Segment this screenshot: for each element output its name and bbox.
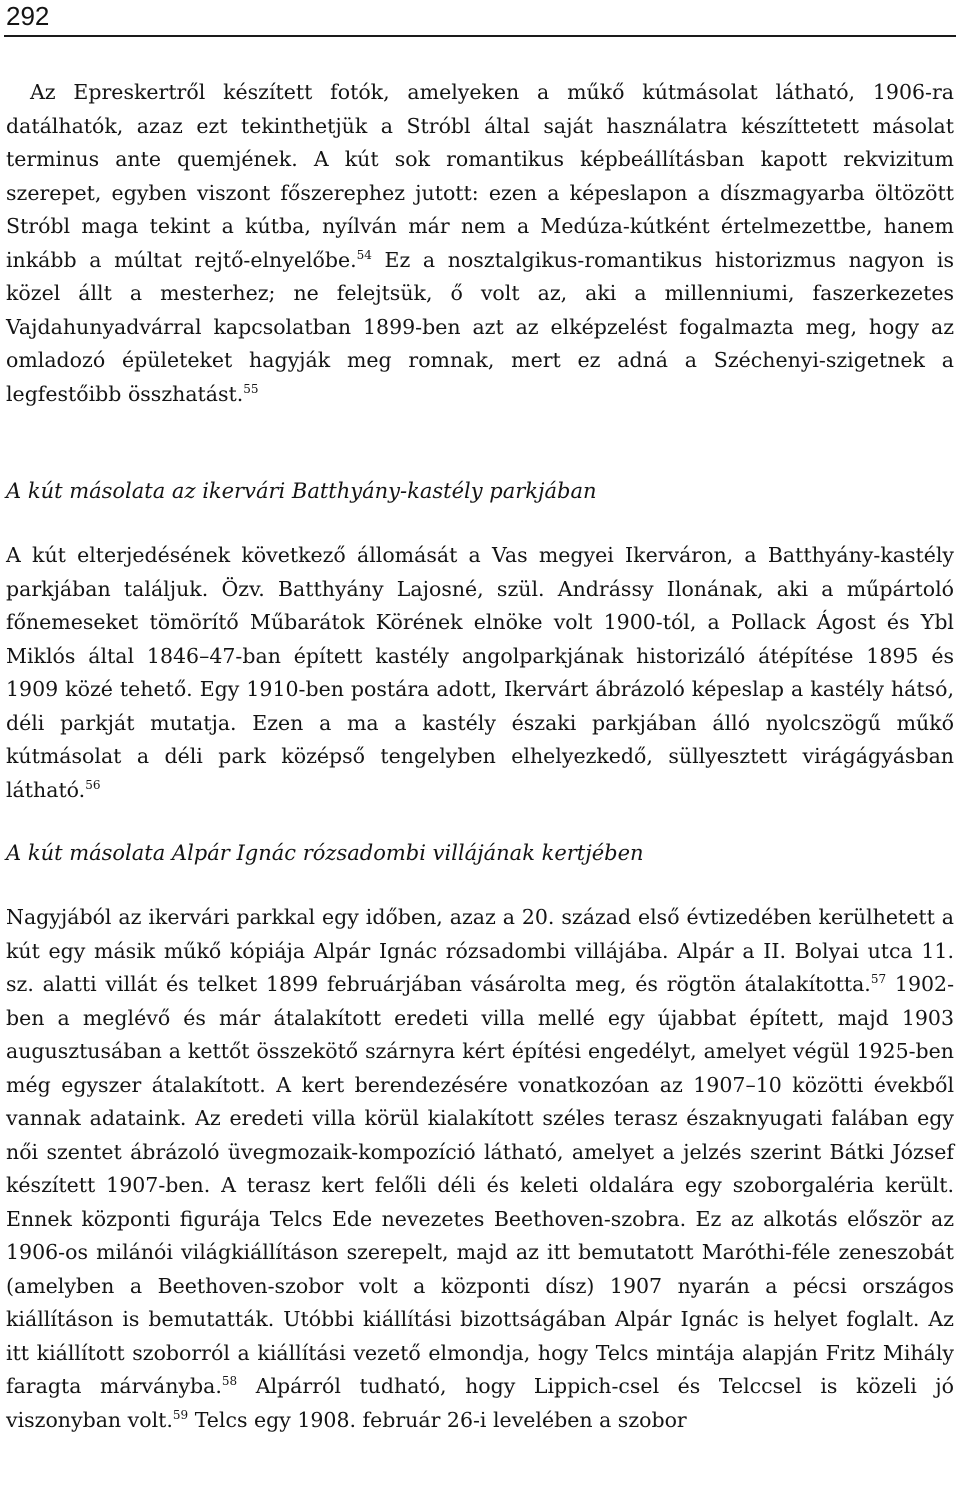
footnote-ref-58[interactable]: 58: [221, 1374, 238, 1389]
paragraph-ikervar: [6, 539, 954, 807]
section-heading-ikervar: A kút másolata az ikervári Batthyány-kastély parkjában: [6, 479, 597, 503]
paragraph-epreskert: [6, 76, 954, 411]
text-segment: Az Epreskertről készített fotók, amelyeken a műkő kútmásolat látható, 1906-ra datálhatók, azaz ezt tekinthetjük a Stróbl által saját használatra készíttetett másolat terminus ante quemjének. A kút sok romantikus képbeállításban kapott rekvizitum szerepet, egyben viszont főszerephez jutott: ezen a képeslapon a díszmagyarba öltözött Stróbl maga tekint a kútba, nyílván már nem a Medúza-kútként értelmezettbe, hanem inkább a múltat rejtő-elnyelőbe.: [6, 80, 954, 272]
text-segment: Telcs egy 1908. február 26-i levelében a szobor: [188, 1407, 687, 1432]
text-segment: 1902-ben a meglévő és már átalakított eredeti villa mellé egy újabbat épített, majd 1903 augusztusában a kettőt összekötő szárnyra kért építési engedélyt, amelyet végül 1925-ben még egyszer átalakított. A kert berendezésére vonatkozóan az 1907–10 közötti évekből vannak adataink. Az eredeti villa körül kialakított széles terasz északnyugati falában egy női szentet ábrázoló üvegmozaik-kompozíció látható, amelyet a jelzés szerint Bátki József készített 1907-ben. A terasz kert felőli déli és keleti oldalára egy szoborgaléria került. Ennek központi figurája Telcs Ede nevezetes Beethoven-szobra. Ez az alkotás először az 1906-os milánói világkiállításon szerepelt, majd az itt bemutatott Maróthi-féle zeneszobát (amelyben a Beethoven-szobor volt a központi dísz) 1907 nyarán a pécsi országos kiállításon is bemutatták. Utóbbi kiállítási bizottságában Alpár Ignác is helyet foglalt. Az itt kiállított szoborról a kiállítási vezető elmondja, hogy Telcs mintája alapján Fritz Mihály faragta márványba.: [6, 972, 954, 1398]
footnote-ref-56[interactable]: 56: [85, 777, 101, 792]
text-segment: Alpárról tudható, hogy Lippich-csel és Telccsel is közeli jó viszonyban volt.: [6, 1374, 955, 1432]
text-segment: A kút elterjedésének következő állomását a Vas megyei Ikerváron, a Batthyány-kastély parkjában találjuk. Özv. Batthyány Lajosné, szül. Andrássy Ilonának, aki a műpártoló főnemeseket tömörítő Műbarátok Körének elnöke volt 1900-tól, a Pollack Ágost és Ybl Miklós által 1846–47-ban épített kastély angolparkjának historizáló átépítése 1895 és 1909 közé tehető. Egy 1910-ben postára adott, Ikervárt ábrázoló képeslap a kastély hátsó, déli parkját mutatja. Ezen a ma a kastély északi parkjában álló nyolcszögű műkő kútmásolat a déli park középső tengelyben elhelyezkedő, süllyesztett virágágyásban látható.: [6, 543, 954, 802]
page-number: 292: [6, 1, 50, 31]
footnote-ref-55[interactable]: 55: [243, 381, 259, 396]
footnote-ref-57[interactable]: 57: [870, 972, 887, 987]
footnote-ref-59[interactable]: 59: [172, 1407, 189, 1422]
text-segment: Nagyjából az ikervári parkkal egy időben, azaz a 20. század első évtizedében kerülhetett a kút egy másik műkő kópiája Alpár Ignác rózsadombi villájába. Alpár a II. Bolyai utca 11. sz. alatti villát és telket 1899 februárjában vásárolta meg, és rögtön átalakította.: [6, 905, 954, 996]
paragraph-alpar-villa: [6, 901, 954, 1437]
header-rule: [4, 35, 956, 37]
footnote-ref-54[interactable]: 54: [356, 247, 372, 262]
section-heading-alpar: A kút másolata Alpár Ignác rózsadombi villájának kertjében: [6, 841, 644, 865]
text-segment: Ez a nosztalgikus-romantikus historizmus nagyon is közel állt a mesterhez; ne felejtsük, ő volt az, aki a millenniumi, faszerkezetes Vajdahunyadvárral kapcsolatban 1899-ben azt az elképzelést fogalmazta meg, hogy az omladozó épületeket hagyják meg romnak, mert ez adná a Széchenyi-szigetnek a legfestőibb összhatást.: [6, 247, 955, 406]
